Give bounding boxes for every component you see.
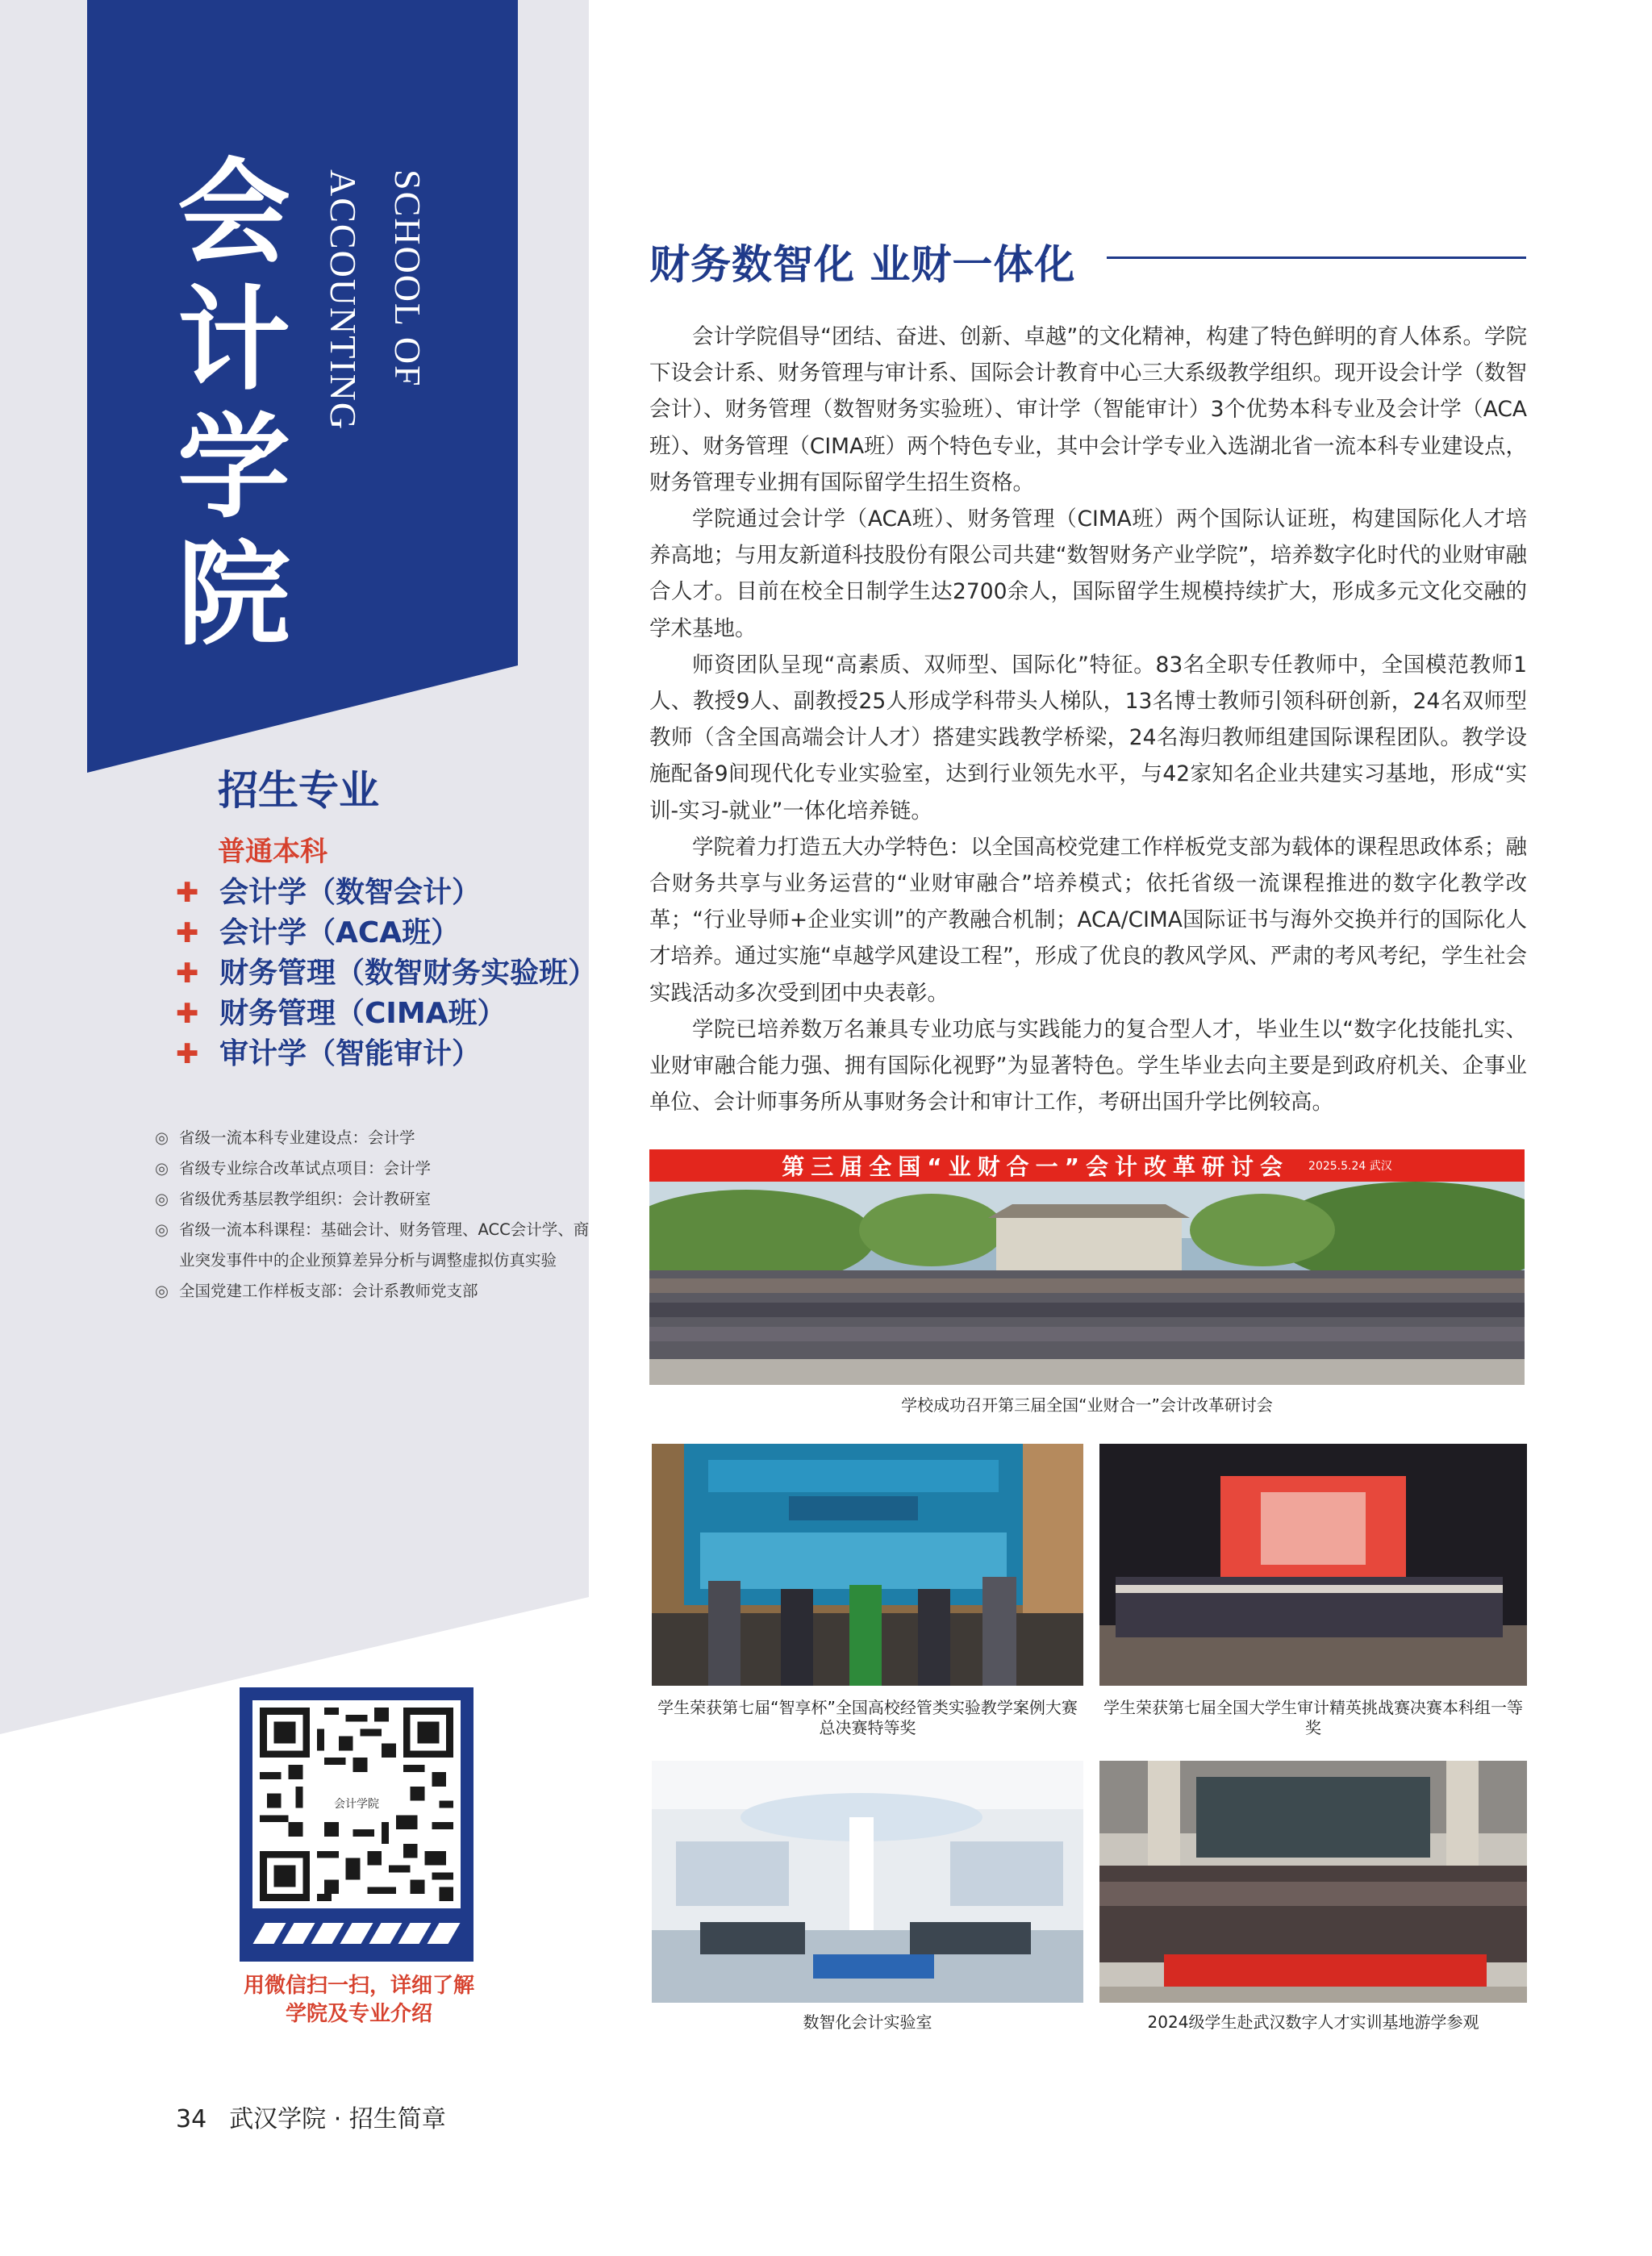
circle-bullet-icon: ◎ bbox=[155, 1159, 169, 1178]
major-label: 财务管理（CIMA班） bbox=[219, 997, 507, 1030]
circle-bullet-icon: ◎ bbox=[155, 1220, 169, 1239]
visit-photo bbox=[1099, 1761, 1527, 2003]
school-name-en-line: SCHOOL OF bbox=[387, 169, 428, 388]
major-label: 审计学（智能审计） bbox=[219, 1037, 482, 1070]
circle-bullet-icon: ◎ bbox=[155, 1190, 169, 1208]
honor-text: 省级专业综合改革试点项目：会计学 bbox=[179, 1159, 432, 1178]
major-label: 财务管理（数智财务实验班） bbox=[219, 957, 598, 990]
major-label: 会计学（ACA班） bbox=[219, 916, 461, 949]
group-photo bbox=[649, 1182, 1525, 1385]
school-name-char: 会 bbox=[177, 147, 290, 279]
school-name-cn bbox=[173, 149, 294, 659]
qr-caption bbox=[226, 1972, 492, 2029]
article-paragraph: 学院通过会计学（ACA班）、财务管理（CIMA班）两个国际认证班，构建国际化人才培养高地；与用友新道科技股份有限公司共建“数智财务产业学院”，培养数字化时代的业财审融合人才。目前在校全日制学生达2700余人，国际留学生规模持续扩大，形成多元文化交融的学术基地。 bbox=[649, 507, 1527, 641]
admissions-level: 普通本科 bbox=[218, 836, 327, 868]
honor-text: 省级一流本科课程：基础会计、财务管理、ACC会计学、商业突发事件中的企业预算差异分析与调整虚拟仿真实验 bbox=[179, 1220, 590, 1270]
visit-photo-caption: 2024级学生赴武汉数字人才实训基地游学参观 bbox=[1147, 2012, 1479, 2032]
award-photo-1-caption: 学生荣获第七届“智享杯”全国高校经管类实验教学案例大赛总决赛特等奖 bbox=[657, 1698, 1078, 1737]
honor-item bbox=[155, 1215, 590, 1276]
plus-icon: ✚ bbox=[176, 957, 199, 990]
major-label: 会计学（数智会计） bbox=[219, 876, 482, 909]
qr-code-frame[interactable] bbox=[240, 1687, 473, 1962]
qr-caption-line: 用微信扫一扫，详细了解 bbox=[243, 1974, 474, 1998]
award-photo-2-caption: 学生荣获第七届全国大学生审计精英挑战赛决赛本科组一等奖 bbox=[1103, 1698, 1523, 1737]
school-name-char: 学 bbox=[177, 402, 290, 534]
qr-frame-stripes bbox=[259, 1923, 454, 1944]
major-item bbox=[176, 953, 597, 994]
page-footer bbox=[176, 2099, 446, 2134]
award-photo-1 bbox=[652, 1444, 1083, 1686]
honor-text: 省级优秀基层教学组织：会计教研室 bbox=[179, 1190, 432, 1208]
honor-item bbox=[155, 1276, 590, 1307]
honor-item bbox=[155, 1123, 590, 1153]
banner-title: 第三届全国“业财合一”会计改革研讨会 bbox=[782, 1153, 1290, 1180]
banner-date: 2025.5.24 武汉 bbox=[1308, 1160, 1392, 1173]
award-photo-2 bbox=[1099, 1444, 1527, 1686]
school-name-en bbox=[311, 169, 440, 431]
circle-bullet-icon: ◎ bbox=[155, 1282, 169, 1300]
school-name-en-line: ACCOUNTING bbox=[323, 169, 364, 432]
plus-icon: ✚ bbox=[176, 998, 199, 1030]
circle-bullet-icon: ◎ bbox=[155, 1128, 169, 1147]
honor-text: 全国党建工作样板支部：会计系教师党支部 bbox=[179, 1282, 478, 1300]
major-item bbox=[176, 1034, 597, 1074]
article-heading: 财务数智化 业财一体化 bbox=[649, 241, 1076, 288]
article-paragraph: 师资团队呈现“高素质、双师型、国际化”特征。83名全职专任教师中，全国模范教师1人、教授9人、副教授25人形成学科带头人梯队，13名博士教师引领科研创新，24名双师型教师（含全国高端会计人才）搭建实践教学桥梁，24名海归教师组建国际课程团队。教学设施配备9间现代化专业实验室，达到行业领先水平，与42家知名企业共建实习基地，形成“实训-实习-就业”一体化培养链。 bbox=[649, 652, 1527, 824]
honor-item bbox=[155, 1153, 590, 1184]
school-name-char: 计 bbox=[177, 274, 290, 407]
lab-photo-caption: 数智化会计实验室 bbox=[803, 2012, 932, 2032]
lab-photo bbox=[652, 1761, 1083, 2003]
footer-text: 武汉学院 · 招生简章 bbox=[229, 2105, 446, 2133]
article-paragraph: 学院已培养数万名兼具专业功底与实践能力的复合型人才，毕业生以“数字化技能扎实、业财审融合能力强、拥有国际化视野”为显著特色。学生毕业去向主要是到政府机关、企事业单位、会计师事务所从事财务会计和审计工作，考研出国升学比例较高。 bbox=[649, 1016, 1527, 1115]
major-item bbox=[176, 913, 597, 953]
qr-caption-line: 学院及专业介绍 bbox=[285, 2002, 432, 2026]
article-paragraph: 学院着力打造五大办学特色：以全国高校党建工作样板党支部为载体的课程思政体系；融合财务共享与业务运营的“业财审融合”培养模式；依托省级一流课程推进的数字化教学改革；“行业导师+企业实训”的产教融合机制；ACA/CIMA国际证书与海外交换并行的国际化人才培养。通过实施“卓越学风建设工程”，形成了优良的教风学风、严肃的考风考纪，学生社会实践活动多次受到团中央表彰。 bbox=[649, 834, 1527, 1006]
article-paragraph: 会计学院倡导“团结、奋进、创新、卓越”的文化精神，构建了特色鲜明的育人体系。学院下设会计系、财务管理与审计系、国际会计教育中心三大系级教学组织。现开设会计学（数智会计）、财务管理（数智财务实验班）、审计学（智能审计）3个优势本科专业及会计学（ACA班）、财务管理（CIMA班）两个特色专业，其中会计学专业入选湖北省一流本科专业建设点，财务管理专业拥有国际留学生招生资格。 bbox=[649, 324, 1527, 495]
plus-icon: ✚ bbox=[176, 1038, 199, 1070]
group-photo-caption: 学校成功召开第三届全国“业财合一”会计改革研讨会 bbox=[901, 1395, 1273, 1415]
admissions-title: 招生专业 bbox=[218, 767, 379, 814]
qr-code-icon[interactable] bbox=[252, 1700, 461, 1908]
page-number: 34 bbox=[176, 2105, 207, 2133]
article-body bbox=[649, 319, 1527, 1120]
majors-list bbox=[176, 873, 597, 1074]
qr-code-label: 会计学院 bbox=[330, 1794, 383, 1815]
plus-icon: ✚ bbox=[176, 917, 199, 949]
school-name-char: 院 bbox=[177, 529, 290, 661]
heading-rule bbox=[1107, 256, 1526, 259]
honor-item bbox=[155, 1184, 590, 1215]
honors-list bbox=[155, 1123, 590, 1307]
plus-icon: ✚ bbox=[176, 877, 199, 909]
conference-banner bbox=[649, 1149, 1525, 1182]
major-item bbox=[176, 873, 597, 913]
honor-text: 省级一流本科专业建设点：会计学 bbox=[179, 1128, 415, 1147]
major-item bbox=[176, 994, 597, 1034]
